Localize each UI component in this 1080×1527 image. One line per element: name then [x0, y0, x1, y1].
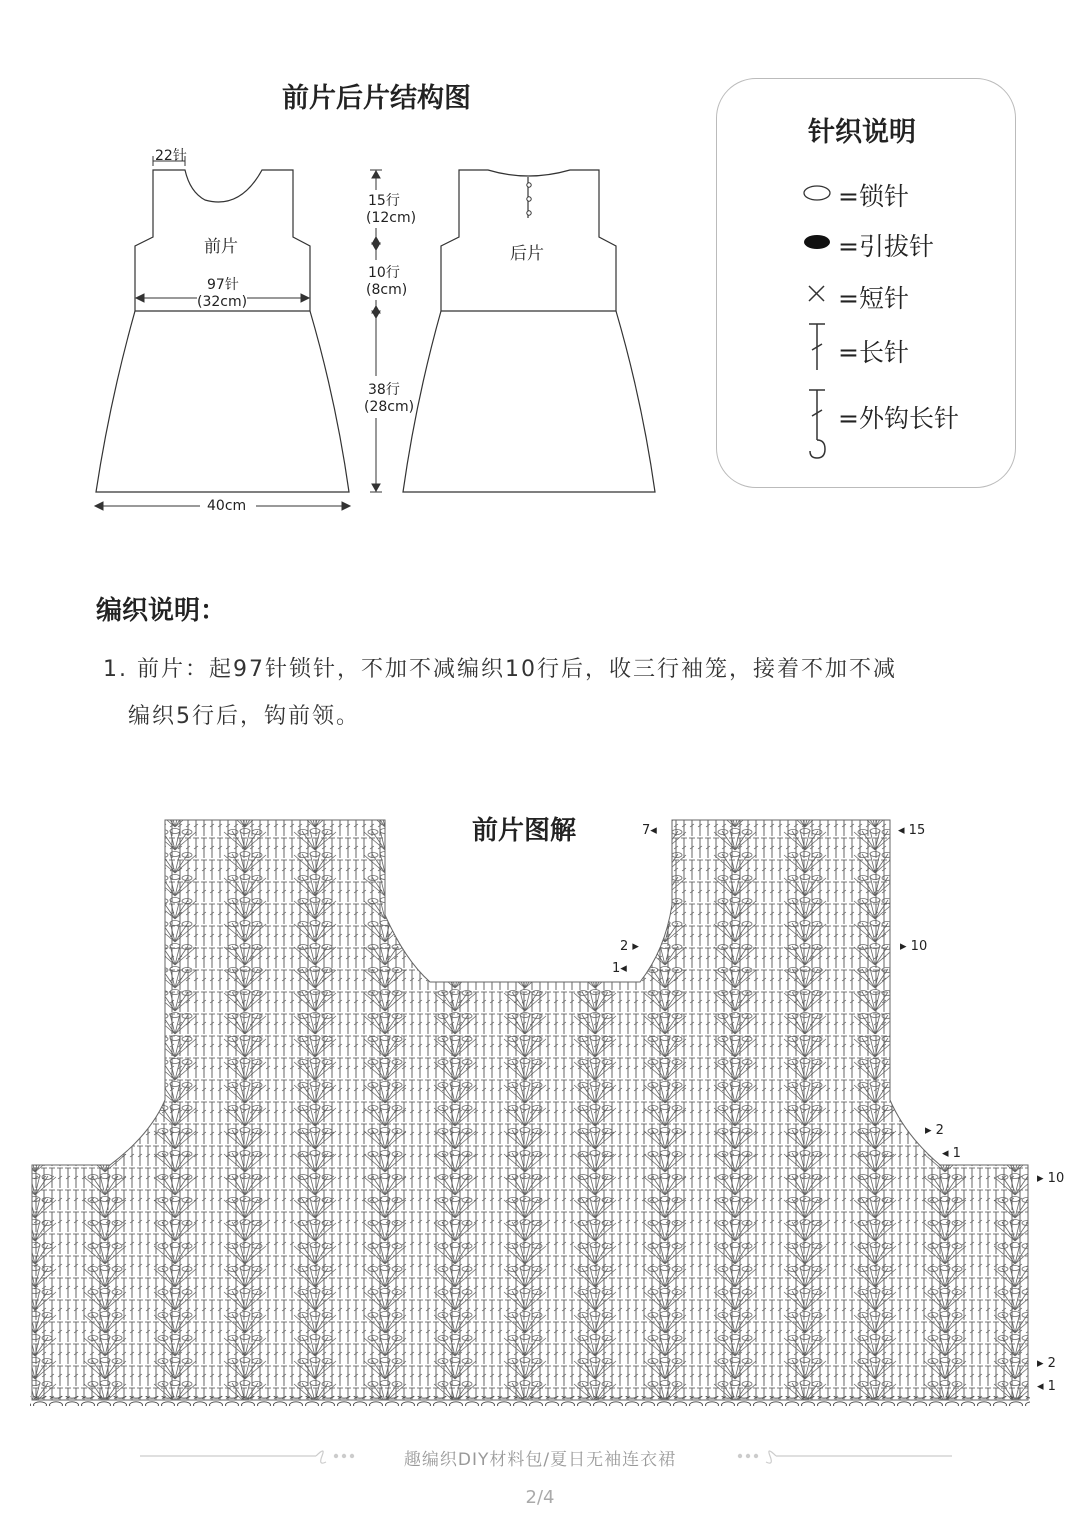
waist-rows-label: 10行 — [368, 265, 400, 281]
hem-width-label: 40cm — [207, 498, 247, 514]
button-icon — [527, 197, 531, 201]
waist-cm-label: (32cm) — [197, 294, 248, 310]
back-skirt-outline — [403, 311, 655, 492]
legend-title: 针织说明 — [808, 117, 916, 148]
row-marker-10-top: ▸ 10 — [900, 939, 928, 954]
footer-caption: 趣编织DIY材料包/夏日无袖连衣裙 — [403, 1450, 677, 1470]
waist-stitch-label: 97针 — [207, 277, 239, 293]
chart-title: 前片图解 — [466, 810, 582, 847]
waist-section-cm-label: (8cm) — [366, 282, 408, 298]
shoulder-stitch-label: 22针 — [155, 148, 187, 164]
row-marker-7: 7◂ — [642, 823, 657, 838]
instructions-heading: 编织说明： — [96, 596, 227, 626]
back-piece-label: 后片 — [510, 244, 544, 264]
double-crochet-icon — [809, 324, 825, 370]
crochet-chart — [0, 800, 1080, 1420]
skirt-cm-label: (28cm) — [364, 399, 415, 415]
foundation-chain-row — [30, 1396, 1030, 1406]
legend-item-chain: =锁针 — [838, 182, 909, 211]
legend-item-slip: =引拔针 — [838, 232, 934, 261]
button-icon — [527, 211, 531, 215]
row-marker-2: ▸ 2 — [1037, 1356, 1056, 1371]
front-post-double-crochet-icon — [809, 390, 825, 458]
row-marker-15: ◂ 15 — [898, 823, 926, 838]
row-marker-10-bottom: ▸ 10 — [1037, 1171, 1065, 1186]
armhole-marker-1: ◂ 1 — [942, 1146, 961, 1161]
single-crochet-icon — [809, 286, 824, 301]
instruction-line-1: 1. 前片：起97针锁针，不加不减编织10行后，收三行袖笼，接着不加不减 — [103, 657, 897, 682]
structure-title: 前片后片结构图 — [282, 83, 471, 114]
skirt-rows-label: 38行 — [368, 382, 400, 398]
button-icon — [527, 183, 531, 187]
neck-marker-2: 2 ▸ — [620, 939, 639, 954]
bodice-cm-label: (12cm) — [366, 210, 417, 226]
legend-icons — [796, 170, 840, 470]
armhole-marker-2: ▸ 2 — [925, 1123, 944, 1138]
legend-item-front-post: =外钩长针 — [838, 404, 959, 433]
legend-item-double: =长针 — [838, 338, 909, 367]
neck-marker-1: 1◂ — [612, 961, 627, 976]
front-skirt-outline — [96, 311, 349, 492]
instruction-line-2: 编织5行后，钩前领。 — [128, 704, 360, 729]
front-piece-label: 前片 — [204, 237, 238, 257]
page-number: 2/4 — [525, 1487, 555, 1508]
bodice-rows-label: 15行 — [368, 193, 400, 209]
legend-item-single: =短针 — [838, 284, 909, 313]
slip-stitch-icon — [804, 235, 830, 249]
row-marker-1: ◂ 1 — [1037, 1379, 1056, 1394]
chain-stitch-icon — [804, 186, 830, 200]
